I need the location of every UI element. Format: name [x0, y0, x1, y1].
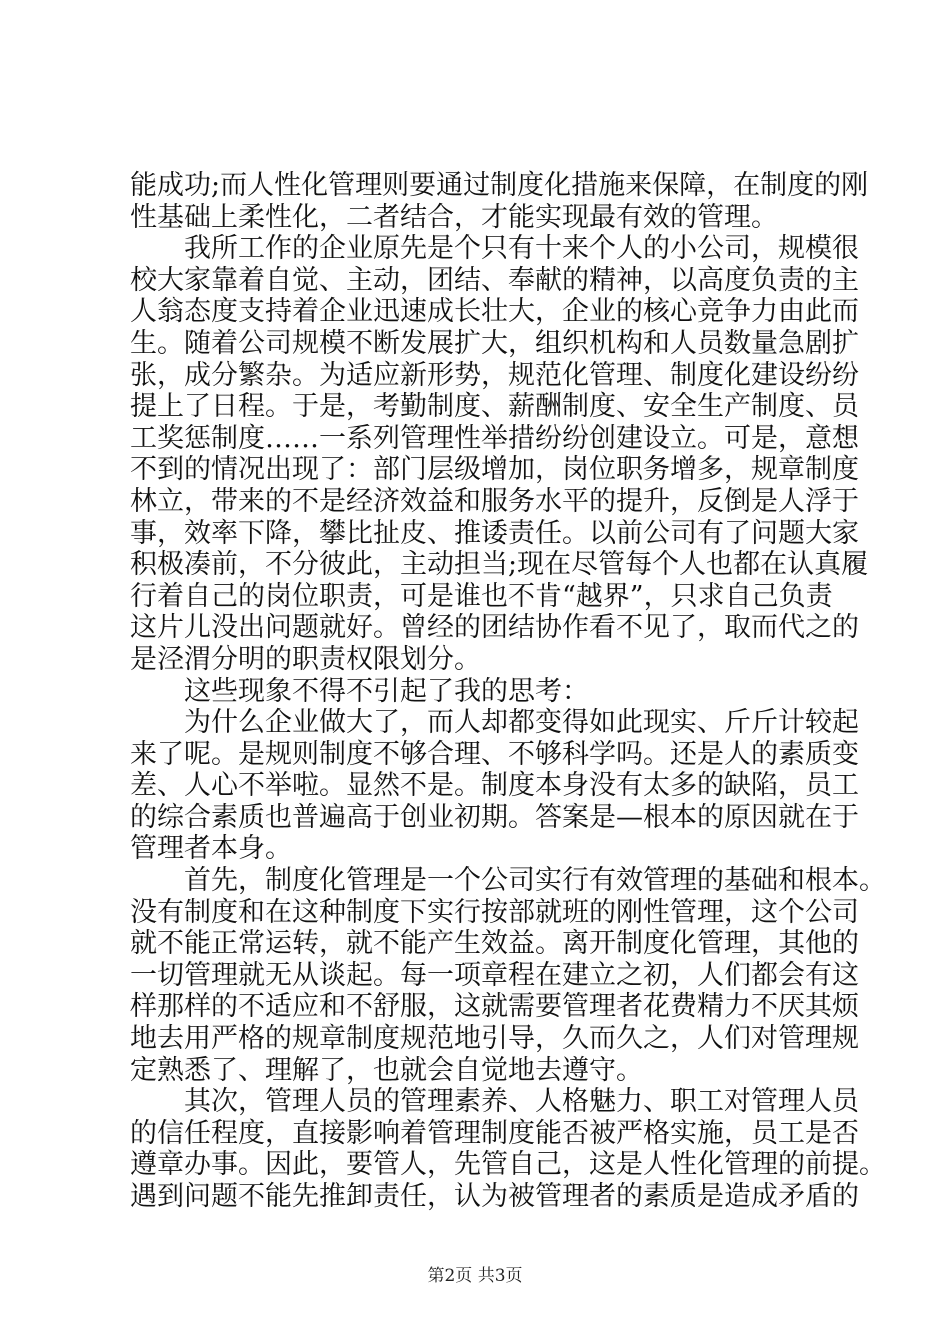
- text-line: 遇到问题不能先推卸责任，认为被管理者的素质是造成矛盾的: [130, 1181, 859, 1212]
- paragraph-6: [130, 1086, 886, 1212]
- text-line: 林立，带来的不是经济效益和服务水平的提升，反倒是人浮于: [130, 485, 859, 517]
- text-line: 遵章办事。因此，要管人，先管自己，这是人性化管理的前提。: [130, 1149, 886, 1181]
- text-line: 生。随着公司规模不断发展扩大，组织机构和人员数量急剧扩: [130, 327, 859, 359]
- text-line: 其次，管理人员的管理素养、人格魅力、职工对管理人员: [184, 1086, 859, 1118]
- text-line: 能成功;而人性化管理则要通过制度化措施来保障，在制度的刚: [130, 170, 869, 201]
- paragraph-2: [130, 233, 869, 675]
- text-line: 一切管理就无从谈起。每一项章程在建立之初，人们都会有这: [130, 959, 859, 991]
- text-line: 定熟悉了、理解了，也就会自觉地去遵守。: [130, 1054, 643, 1086]
- document-body: [130, 170, 886, 1213]
- text-line: 人翁态度支持着企业迅速成长壮大，企业的核心竞争力由此而: [130, 296, 859, 328]
- text-line: 事，效率下降，攀比扯皮、推诿责任。以前公司有了问题大家: [130, 517, 859, 549]
- text-line: 行着自己的岗位职责，可是谁也不肯“越界”，只求自己负责: [130, 580, 833, 612]
- text-line: 管理者本身。: [130, 833, 292, 865]
- text-line: 张，成分繁杂。为适应新形势，规范化管理、制度化建设纷纷: [130, 359, 859, 391]
- text-line: 工奖惩制度……一系列管理性举措纷纷创建设立。可是，意想: [130, 422, 859, 454]
- text-line: 就不能正常运转，就不能产生效益。离开制度化管理，其他的: [130, 928, 859, 960]
- text-line: 积极凑前，不分彼此，主动担当;现在尽管每个人也都在认真履: [130, 549, 869, 581]
- text-line: 这片儿没出问题就好。曾经的团结协作看不见了，取而代之的: [130, 612, 859, 644]
- text-line: 性基础上柔性化，二者结合，才能实现最有效的管理。: [130, 201, 778, 233]
- text-line: 差、人心不举啦。显然不是。制度本身没有太多的缺陷，员工: [130, 770, 859, 802]
- page-footer: 第2页 共3页: [427, 1266, 523, 1286]
- text-line: 的信任程度，直接影响着管理制度能否被严格实施，员工是否: [130, 1117, 859, 1149]
- text-line: 来了呢。是规则制度不够合理、不够科学吗。还是人的素质变: [130, 738, 859, 770]
- text-line: 我所工作的企业原先是个只有十来个人的小公司，规模很: [184, 233, 859, 265]
- text-line: 不到的情况出现了：部门层级增加，岗位职务增多，规章制度: [130, 454, 859, 486]
- paragraph-1: [130, 170, 869, 233]
- paragraph-3: [130, 676, 830, 708]
- text-line: 的综合素质也普遍高于创业初期。答案是—根本的原因就在于: [130, 801, 859, 833]
- text-line: 首先，制度化管理是一个公司实行有效管理的基础和根本。: [184, 865, 886, 897]
- text-line: 为什么企业做大了，而人却都变得如此现实、斤斤计较起: [184, 707, 859, 739]
- text-line: 这些现象不得不引起了我的思考：: [184, 675, 589, 707]
- text-line: 样那样的不适应和不舒服，这就需要管理者花费精力不厌其烦: [130, 991, 859, 1023]
- paragraph-4: [130, 707, 859, 865]
- text-line: 地去用严格的规章制度规范地引导，久而久之，人们对管理规: [130, 1023, 859, 1055]
- paragraph-5: [130, 865, 886, 1086]
- text-line: 提上了日程。于是，考勤制度、薪酬制度、安全生产制度、员: [130, 391, 859, 423]
- text-line: 校大家靠着自觉、主动，团结、奉献的精神，以高度负责的主: [130, 264, 859, 296]
- text-line: 没有制度和在这种制度下实行按部就班的刚性管理，这个公司: [130, 896, 859, 928]
- text-line: 是泾渭分明的职责权限划分。: [130, 643, 481, 675]
